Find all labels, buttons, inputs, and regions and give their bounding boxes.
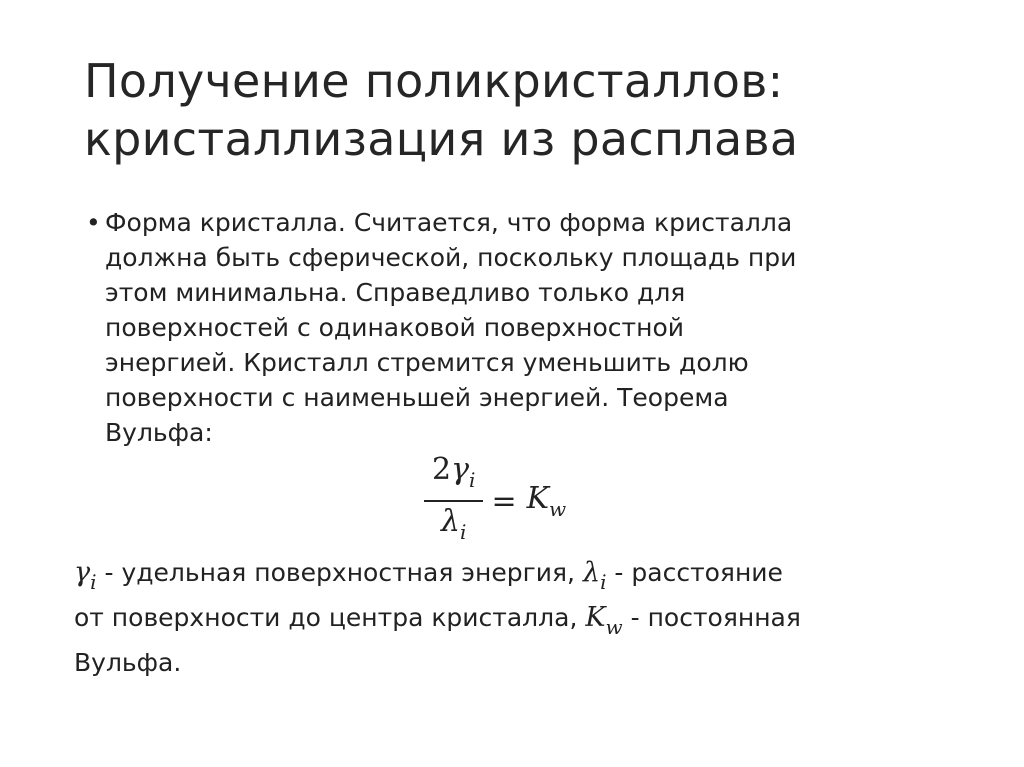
bullet-line: Форма кристалла. Считается, что форма кристалла	[105, 208, 793, 237]
bullet-line: поверхностей с одинаковой поверхностной	[105, 313, 685, 342]
description-line-3: Вульфа.	[74, 648, 182, 677]
bullet-line: энергией. Кристалл стремится уменьшить долю	[105, 348, 749, 377]
bullet-line: Вульфа:	[105, 418, 213, 447]
slide-title	[84, 52, 964, 168]
formula-rhs: $K_w$	[526, 481, 567, 521]
slide-title-line-1: Получение поликристаллов:	[84, 54, 784, 108]
lambda-symbol: $\lambda_i$	[582, 557, 607, 594]
bullet-text	[105, 205, 964, 450]
formula-equals: =	[491, 483, 517, 519]
bullet-line: должна быть сферической, поскольку площадь при	[105, 243, 797, 272]
description-line-1: $\gamma_i$ - удельная поверхностная энергия, $\lambda_i$ - расстояние	[74, 557, 783, 594]
bullet-marker: •	[86, 208, 101, 237]
symbol-description	[74, 555, 954, 680]
bullet-line: этом минимальна. Справедливо только для	[105, 278, 686, 307]
bullet-line: поверхности с наименьшей энергией. Теорема	[105, 383, 729, 412]
gamma-symbol: $\gamma_i$	[74, 557, 97, 594]
formula-denominator: $\lambda_i$	[441, 504, 467, 544]
bullet-item	[84, 205, 964, 450]
formula-numerator: $2\gamma_i$	[432, 452, 476, 492]
formula-fraction	[424, 450, 483, 552]
kw-symbol: $K_w$	[585, 602, 623, 639]
wulff-formula	[424, 450, 566, 552]
description-line-2: от поверхности до центра кристалла, $K_w$ - постоянная	[74, 602, 801, 639]
slide-title-line-2: кристаллизация из расплава	[84, 112, 799, 166]
